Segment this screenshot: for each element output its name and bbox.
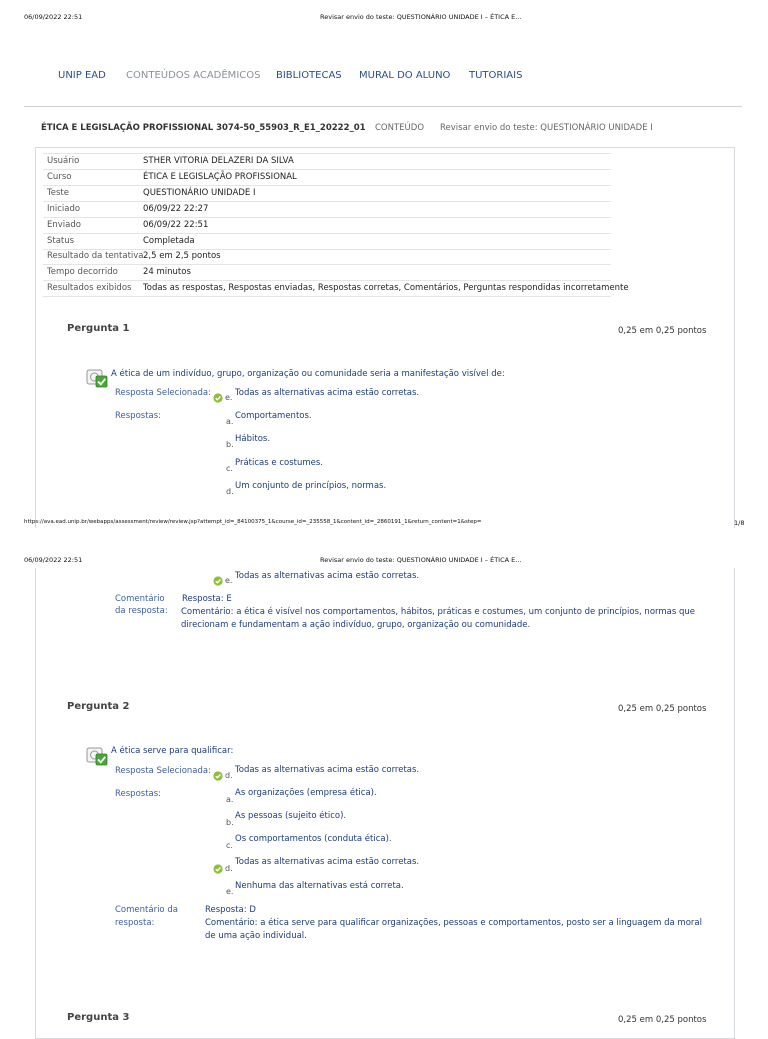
nav-divider [24,106,742,107]
test-review-panel-continued [35,568,735,1039]
answer-option: Todas as alternativas acima estão corretas. [235,857,420,867]
info-label: Enviado [47,220,81,230]
comment-label: Comentário da [115,905,178,915]
question-1-text: A ética de um indivíduo, grupo, organização ou comunidade seria a manifestação visível de: [111,369,505,379]
question-3-points: 0,25 em 0,25 pontos [618,1015,707,1025]
answer-option: Um conjunto de princípios, normas. [235,481,387,491]
answer-letter: a. [226,795,234,804]
comment-text: Comentário: a ética serve para qualificar organizações, pessoas e comportamentos, posto ser a linguagem da moral [205,918,702,928]
comment-text: direcionam e fundamentam a ação indivíduo, grupo, organização ou comunidade. [181,620,531,630]
info-label: Usuário [47,156,80,166]
answer-letter: e. [225,576,233,585]
answer-letter: b. [226,818,234,827]
question-2-points: 0,25 em 0,25 pontos [618,704,707,714]
info-value: Completada [143,236,195,246]
breadcrumb-course[interactable]: ÉTICA E LEGISLAÇÃO PROFISSIONAL 3074-50_55903_R_E1_20222_01 [41,123,366,133]
answer-letter: e. [226,887,234,896]
nav-bibliotecas[interactable]: BIBLIOTECAS [276,70,342,81]
answer-option: As organizações (empresa ética). [235,788,377,798]
answer-letter: d. [225,864,233,873]
test-review-panel [35,147,735,528]
print-datetime: 06/09/2022 22:51 [24,556,83,564]
selected-answer-label: Resposta Selecionada: [115,388,211,398]
answer-option: Hábitos. [235,434,271,444]
question-2-title: Pergunta 2 [67,701,130,712]
answer-letter: b. [226,440,234,449]
print-title: Revisar envio do teste: QUESTIONÁRIO UNIDADE I – ÉTICA E... [320,13,522,21]
comment-answer: Resposta: D [205,905,256,915]
answer-option: Nenhuma das alternativas está correta. [235,881,404,891]
selected-answer-text: Todas as alternativas acima estão corretas. [235,388,420,398]
answer-letter: e. [225,393,233,402]
print-page-number: 1/8 [734,519,745,527]
question-correct-icon [86,747,108,767]
info-value: 06/09/22 22:27 [143,204,209,214]
info-value: Todas as respostas, Respostas enviadas, Respostas corretas, Comentários, Perguntas respondidas incorretamente [143,283,629,293]
question-1-title: Pergunta 1 [67,323,130,334]
comment-answer: Resposta: E [182,594,232,604]
info-value: QUESTIONÁRIO UNIDADE I [143,188,256,198]
answer-letter: d. [226,487,234,496]
answers-label: Respostas: [115,789,162,799]
info-label: Iniciado [47,204,81,214]
nav-conteudos-academicos[interactable]: CONTEÚDOS ACADÊMICOS [126,70,261,81]
correct-check-icon [213,393,223,403]
print-title: Revisar envio do teste: QUESTIONÁRIO UNIDADE I – ÉTICA E... [320,556,522,564]
question-2-text: A ética serve para qualificar: [111,746,234,756]
info-value: STHER VITORIA DELAZERI DA SILVA [143,156,294,166]
info-value: 06/09/22 22:51 [143,220,209,230]
answer-option: Comportamentos. [235,411,312,421]
answer-option: Os comportamentos (conduta ética). [235,834,392,844]
info-value: 2,5 em 2,5 pontos [143,251,221,261]
comment-text: Comentário: a ética é visível nos comportamentos, hábitos, práticas e costumes, um conjunto de princípios, normas que [181,607,695,617]
question-1-points: 0,25 em 0,25 pontos [618,326,707,336]
answer-option: Todas as alternativas acima estão corretas. [235,571,420,581]
comment-label: resposta: [115,918,155,928]
comment-text: de uma ação individual. [205,931,307,941]
breadcrumb-current: Revisar envio do teste: QUESTIONÁRIO UNIDADE I [440,123,653,133]
print-footer-url: https://ava.ead.unip.br/webapps/assessment/review/review.jsp?attempt_id=_84100375_1&course_id=_235558_1&content_id=_2860191_1&return_content=1&step= [24,519,482,525]
print-datetime: 06/09/2022 22:51 [24,13,83,21]
info-value: ÉTICA E LEGISLAÇÃO PROFISSIONAL [143,172,297,182]
info-value: 24 minutos [143,267,191,277]
info-label: Teste [47,188,69,198]
answer-letter: d. [225,771,233,780]
comment-label: Comentário [115,594,165,604]
info-label: Curso [47,172,72,182]
nav-unip-ead[interactable]: UNIP EAD [58,70,106,81]
correct-check-icon [213,771,223,781]
correct-check-icon [213,864,223,874]
answer-letter: c. [226,464,233,473]
breadcrumb-content[interactable]: CONTEÚDO [375,123,425,133]
info-label: Status [47,236,75,246]
info-label: Resultados exibidos [47,283,132,293]
answer-letter: a. [226,417,234,426]
question-correct-icon [86,369,108,389]
nav-mural-do-aluno[interactable]: MURAL DO ALUNO [359,70,451,81]
answer-letter: c. [226,841,233,850]
answer-option: As pessoas (sujeito ético). [235,811,347,821]
info-label: Resultado da tentativa [47,251,144,261]
selected-answer-text: Todas as alternativas acima estão corretas. [235,765,420,775]
selected-answer-label: Resposta Selecionada: [115,766,211,776]
info-label: Tempo decorrido [47,267,118,277]
correct-check-icon [213,576,223,586]
answer-option: Práticas e costumes. [235,458,323,468]
nav-tutoriais[interactable]: TUTORIAIS [469,70,523,81]
comment-label: da resposta: [115,606,168,616]
answers-label: Respostas: [115,411,162,421]
question-3-title: Pergunta 3 [67,1012,130,1023]
